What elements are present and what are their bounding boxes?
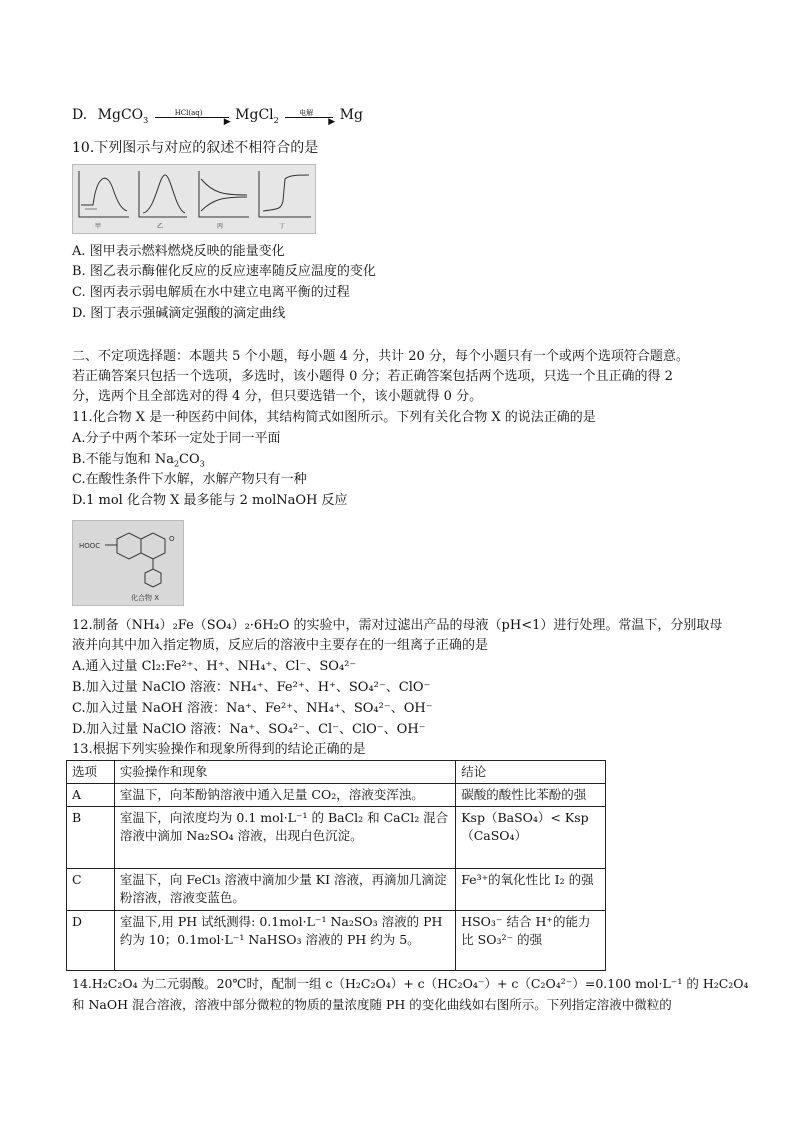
curve-yi: [143, 175, 185, 213]
compound-x-structure: [73, 521, 183, 605]
q11-structure-figure: [72, 520, 184, 606]
formula-mg: Mg: [339, 107, 363, 123]
section2-line-2: 若正确答案只包括一个选项，多选时，该小题得 0 分；若正确答案包括两个选项，只选一个且正确的得 2: [72, 369, 673, 384]
q12-option-b: B.加入过量 NaClO 溶液：NH₄⁺、Fe²⁺、H⁺、SO₄²⁻、ClO⁻: [72, 680, 431, 695]
curve-ding: [263, 175, 309, 211]
subscript: 3: [199, 459, 205, 469]
q10-option-b: B. 图乙表示酶催化反应的反应速率随反应温度的变化: [72, 264, 376, 279]
arrow-label: HCl(aq): [174, 109, 203, 117]
subscript: 2: [273, 115, 279, 125]
arrow-label: 电解: [299, 109, 314, 117]
q11-option-a: A.分子中两个苯环一定处于同一平面: [72, 431, 281, 446]
row-conclusion: HSO₃⁻ 结合 H⁺的能力比 SO₃²⁻ 的强: [456, 911, 606, 971]
q11-option-d: D.1 mol 化合物 X 最多能与 2 molNaOH 反应: [72, 493, 348, 508]
header-operation: 实验操作和现象: [114, 761, 455, 784]
cooh-label: HOOC: [79, 542, 101, 550]
curve-jia: [81, 178, 127, 211]
row-operation: 室温下，向 FeCl₃ 溶液中滴加少量 KI 溶液，再滴加几滴淀粉溶液，溶液变蓝色。: [114, 869, 455, 911]
row-option: A: [67, 784, 115, 807]
q12-option-c: C.加入过量 NaOH 溶液：Na⁺、Fe²⁺、NH₄⁺、SO₄²⁻、OH⁻: [72, 701, 433, 716]
row-option: D: [67, 911, 115, 971]
q14-line-2: 和 NaOH 混合溶液，溶液中部分微粒的物质的量浓度随 PH 的变化曲线如右图所示。下列指定溶液中微粒的: [72, 997, 672, 1012]
q12-stem-1: 12.制备（NH₄）₂Fe（SO₄）₂·6H₂O 的实验中，需对过滤出产品的母液（pH<1）进行处理。常温下，分别取母: [72, 618, 723, 633]
oxygen-label: O: [169, 535, 175, 543]
section2-line-3: 分，选两个且全部选对的得 4 分，但只要选错一个，该小题就得 0 分。: [72, 389, 483, 404]
row-option: C: [67, 869, 115, 911]
q11-option-b: [72, 451, 205, 469]
q13-table: [66, 760, 606, 971]
q12-stem-2: 液并向其中加入指定物质，反应后的溶液中主要存在的一组离子正确的是: [72, 638, 489, 653]
panel-label-bing: 丙: [217, 223, 224, 230]
panel-label-yi: 乙: [157, 223, 164, 230]
curve-bing-2: [201, 197, 247, 211]
header-conclusion: 结论: [456, 761, 606, 784]
subscript: 2: [173, 459, 180, 469]
option-text: B.不能与饱和 Na: [72, 452, 174, 467]
row-conclusion: Ksp（BaSO₄）< Ksp（CaSO₄）: [456, 807, 606, 869]
q10-figure: [72, 164, 316, 234]
q11-option-c: C.在酸性条件下水解，水解产物只有一种: [72, 472, 307, 487]
panel-label-ding: 丁: [279, 223, 286, 230]
figure-caption: 化合物 X: [131, 594, 160, 602]
table-row: [67, 784, 606, 807]
table-row: [67, 911, 606, 971]
q11-stem: 11.化合物 X 是一种医药中间体，其结构简式如图所示。下列有关化合物 X 的说法正确的是: [72, 410, 596, 425]
formula-mgcl2: MgCl: [235, 107, 274, 123]
formula-mgco3: MgCO: [97, 107, 144, 123]
q9-option-d: [72, 106, 363, 127]
q12-option-d: D.加入过量 NaClO 溶液：Na⁺、SO₄²⁻、Cl⁻、ClO⁻、OH⁻: [72, 722, 426, 737]
table-row: [67, 869, 606, 911]
reaction-arrow-1: HCl(aq) ▶: [153, 108, 231, 122]
reaction-arrow-2: 电解 ▶: [283, 108, 335, 122]
panel-label-jia: 甲: [95, 223, 102, 230]
q10-graphs: [73, 165, 315, 233]
subscript: 3: [143, 115, 149, 125]
q10-option-c: C. 图丙表示弱电解质在水中建立电离平衡的过程: [72, 285, 350, 300]
row-conclusion: Fe³⁺的氧化性比 I₂ 的强: [456, 869, 606, 911]
q14-line-1: 14.H₂C₂O₄ 为二元弱酸。20℃时，配制一组 c（H₂C₂O₄）+ c（HC₂O₄⁻）+ c（C₂O₄²⁻）=0.100 mol·L⁻¹ 的 H₂C₂O₄: [72, 976, 749, 991]
header-option: 选项: [67, 761, 115, 784]
section2-line-1: 二、不定项选择题：本题共 5 个小题，每小题 4 分，共计 20 分，每个小题只有一个或两个选项符合题意。: [72, 349, 689, 364]
curve-bing-1: [201, 179, 247, 195]
row-option: B: [67, 807, 115, 869]
q13-stem: 13.根据下列实验操作和现象所得到的结论正确的是: [72, 742, 366, 757]
row-conclusion: 碳酸的酸性比苯酚的强: [456, 784, 606, 807]
row-operation: 室温下，向浓度均为 0.1 mol·L⁻¹ 的 BaCl₂ 和 CaCl₂ 混合溶液中滴加 Na₂SO₄ 溶液，出现白色沉淀。: [114, 807, 455, 869]
option-label: D.: [72, 107, 88, 123]
q10-stem: 10.下列图示与对应的叙述不相符合的是: [72, 140, 319, 156]
q10-option-a: A. 图甲表示燃料燃烧反映的能量变化: [72, 244, 285, 259]
row-operation: 室温下,用 PH 试纸测得: 0.1mol·L⁻¹ Na₂SO₃ 溶液的 PH 约为 10；0.1mol·L⁻¹ NaHSO₃ 溶液的 PH 约为 5。: [114, 911, 455, 971]
table-row: [67, 807, 606, 869]
row-operation: 室温下，向苯酚钠溶液中通入足量 CO₂，溶液变浑浊。: [114, 784, 455, 807]
q12-option-a: A.通入过量 Cl₂:Fe²⁺、H⁺、NH₄⁺、Cl⁻、SO₄²⁻: [72, 659, 357, 674]
option-text: CO: [179, 452, 200, 467]
q10-option-d: D. 图丁表示强碱滴定强酸的滴定曲线: [72, 306, 286, 321]
table-header-row: [67, 761, 606, 784]
